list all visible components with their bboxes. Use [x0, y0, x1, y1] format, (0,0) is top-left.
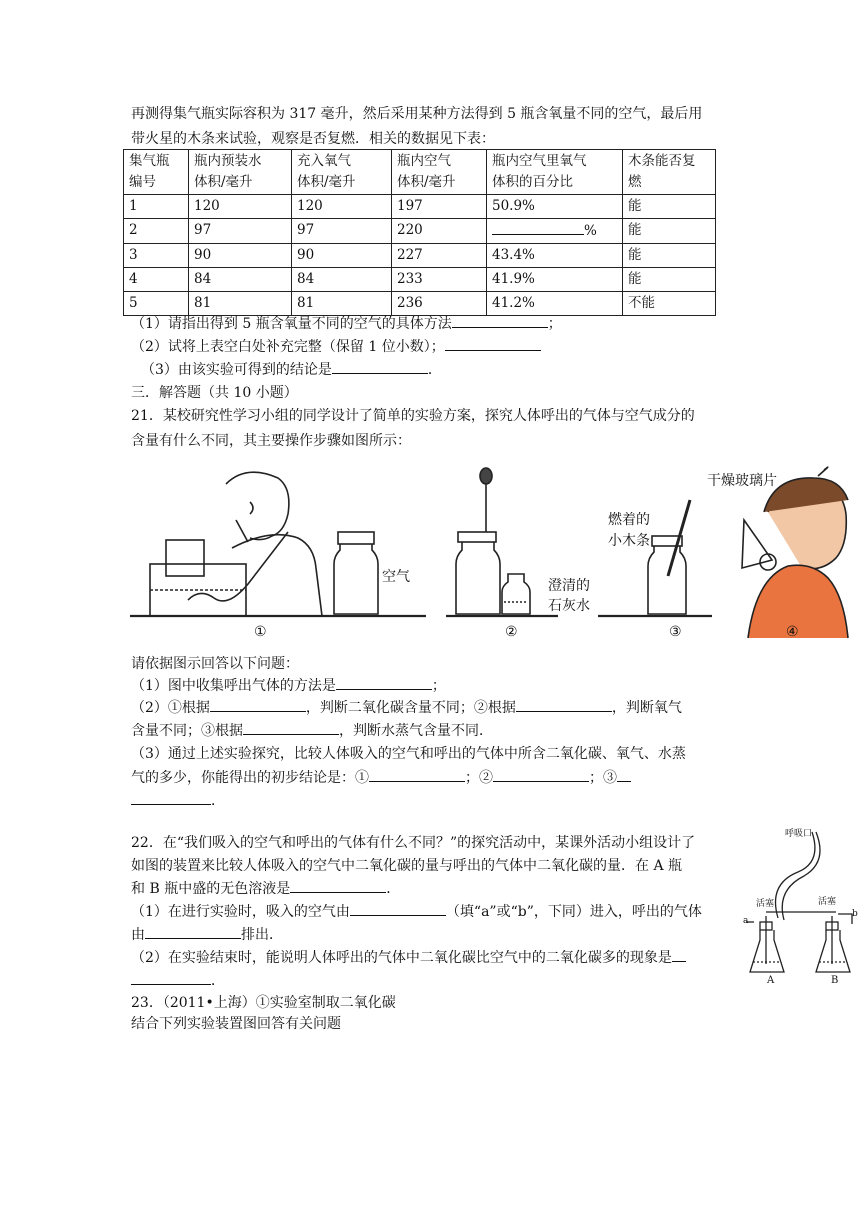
table-header-row	[124, 150, 716, 195]
answer-blank[interactable]	[332, 359, 428, 374]
blank-percent-cell[interactable]: %	[487, 219, 623, 244]
q21-part3-line1: （3）通过上述实验探究，比较人体吸入的空气和呼出的气体中所含二氧化碳、氧气、水蒸	[131, 746, 686, 762]
answer-blank[interactable]	[243, 720, 339, 735]
answer-blank[interactable]	[452, 313, 548, 328]
q22-line-2: 如图的装置来比较人体吸入的空气中二氧化碳的量与呼出的气体中二氧化碳的量．在 A 瓶	[131, 858, 683, 874]
label-valve-left: 活塞	[756, 899, 775, 909]
answer-blank[interactable]	[516, 697, 612, 712]
answer-blank[interactable]	[131, 970, 211, 985]
table-cell: 43.4%	[487, 244, 623, 268]
table-cell: 41.2%	[487, 292, 623, 316]
table-cell: 97	[189, 219, 292, 244]
table-cell: 4	[124, 268, 189, 292]
label-dry-glass: 干燥玻璃片	[707, 473, 777, 489]
q23-line-1: 23．（2011•上海）①实验室制取二氧化碳	[131, 995, 396, 1011]
label-air: 空气	[382, 569, 410, 585]
q22-part2-line1: （2）在实验结束时，能说明人体呼出的气体中二氧化碳比空气中的二氧化碳多的现象是	[131, 947, 686, 969]
table-cell: 1	[124, 195, 189, 219]
q20-part2: （2）试将上表空白处补充完整（保留 1 位小数）；	[131, 336, 541, 358]
section-heading: 三．解答题（共 10 小题）	[131, 385, 298, 401]
header-cell: 瓶内预装水 体积/毫升	[189, 150, 292, 195]
label-inlet-a: a	[743, 916, 749, 926]
table-cell: 84	[189, 268, 292, 292]
figure-number-2: ②	[505, 624, 518, 640]
q21-line-1: 21．某校研究性学习小组的同学设计了简单的实验方案，探究人体呼出的气体与空气成分的	[131, 408, 695, 424]
table-cell: 120	[292, 195, 392, 219]
answer-blank[interactable]	[672, 947, 686, 962]
answer-blank[interactable]	[445, 336, 541, 351]
q21-part2-line1: （2）①根据 ，判断二氧化碳含量不同；②根据 ，判断氧气	[131, 697, 682, 719]
label-flask-a: A	[767, 975, 775, 986]
header-cell: 瓶内空气里氧气 体积的百分比	[487, 150, 623, 195]
table-cell: 84	[292, 268, 392, 292]
label-limewater: 澄清的石灰水	[548, 578, 590, 614]
q20-part1: （1）请指出得到 5 瓶含氧量不同的空气的具体方法 ；	[131, 313, 562, 335]
oxygen-data-table	[123, 149, 716, 316]
q21-part1: （1）图中收集呼出气体的方法是 ；	[131, 675, 446, 697]
table-cell: 227	[392, 244, 487, 268]
label-flask-b: B	[831, 975, 839, 986]
intro-line-1: 再测得集气瓶实际容积为 317 毫升，然后采用某种方法得到 5 瓶含氧量不同的空气，最后用	[131, 106, 703, 122]
table-cell: 81	[189, 292, 292, 316]
q21-line-2: 含量有什么不同，其主要操作步骤如图所示：	[131, 433, 411, 449]
table-cell: 197	[392, 195, 487, 219]
answer-blank[interactable]	[210, 697, 306, 712]
answer-blank[interactable]	[131, 790, 211, 805]
q20-part3: （3）由该实验可得到的结论是 ．	[141, 359, 442, 381]
label-valve-right: 活塞	[818, 897, 837, 907]
figure-number-4: ④	[786, 624, 799, 640]
table-cell: 能	[623, 219, 716, 244]
table-row	[124, 292, 716, 316]
table-cell: 5	[124, 292, 189, 316]
q23-line-2: 结合下列实验装置图回答有关问题	[131, 1016, 341, 1032]
q21-part3-line2: 气的多少，你能得出的初步结论是：① ；② ；③	[131, 767, 631, 789]
table-row	[124, 268, 716, 292]
table-cell: 90	[292, 244, 392, 268]
q21-part2-line2: 含量不同；③根据 ，判断水蒸气含量不同．	[131, 720, 493, 742]
label-inlet-b: b	[852, 909, 858, 919]
q22-part2-line2: ．	[131, 970, 225, 992]
header-cell: 充入氧气 体积/毫升	[292, 150, 392, 195]
answer-blank[interactable]	[617, 767, 631, 782]
q22-line-3: 和 B 瓶中盛的无色溶液是 ．	[131, 878, 400, 900]
table-cell: 2	[124, 219, 189, 244]
table-cell: 不能	[623, 292, 716, 316]
header-cell: 集气瓶 编号	[124, 150, 189, 195]
table-cell: 50.9%	[487, 195, 623, 219]
table-cell: 97	[292, 219, 392, 244]
answer-blank[interactable]	[350, 901, 446, 916]
table-cell: 41.9%	[487, 268, 623, 292]
table-row	[124, 195, 716, 219]
figure-number-3: ③	[669, 624, 682, 640]
intro-line-2: 带火星的木条来试验，观察是否复燃．相关的数据见下表：	[131, 131, 495, 147]
q21-ask: 请依据图示回答以下问题：	[131, 656, 299, 672]
answer-blank[interactable]	[493, 767, 589, 782]
label-stick-1: 燃着的	[608, 512, 650, 528]
table-cell: 233	[392, 268, 487, 292]
table-row	[124, 244, 716, 268]
q22-part1-line1: （1）在进行实验时，吸入的空气由 （填“a”或“b”，下同）进入，呼出的气体	[131, 901, 702, 923]
header-cell: 瓶内空气 体积/毫升	[392, 150, 487, 195]
answer-blank[interactable]	[492, 220, 584, 235]
answer-blank[interactable]	[290, 878, 386, 893]
table-cell: 81	[292, 292, 392, 316]
table-cell: 能	[623, 244, 716, 268]
table-cell: 120	[189, 195, 292, 219]
label-stick-2: 小木条	[608, 533, 650, 549]
table-cell: 3	[124, 244, 189, 268]
figure-number-1: ①	[254, 624, 267, 640]
q21-part3-line3: ．	[131, 790, 225, 812]
q22-line-1: 22．在“我们吸入的空气和呼出的气体有什么不同？”的探究活动中，某课外活动小组设计了	[131, 835, 696, 851]
table-cell: 90	[189, 244, 292, 268]
table-cell: 能	[623, 195, 716, 219]
table-cell: 能	[623, 268, 716, 292]
table-cell: 236	[392, 292, 487, 316]
header-cell: 木条能否复 燃	[623, 150, 716, 195]
table-cell: 220	[392, 219, 487, 244]
answer-blank[interactable]	[145, 924, 241, 939]
table-row	[124, 219, 716, 244]
answer-blank[interactable]	[369, 767, 465, 782]
breathing-flasks-figure	[740, 816, 860, 1016]
q22-part1-line2: 由 排出．	[131, 924, 283, 946]
answer-blank[interactable]	[336, 675, 432, 690]
label-mouthpiece: 呼吸口	[785, 829, 813, 839]
